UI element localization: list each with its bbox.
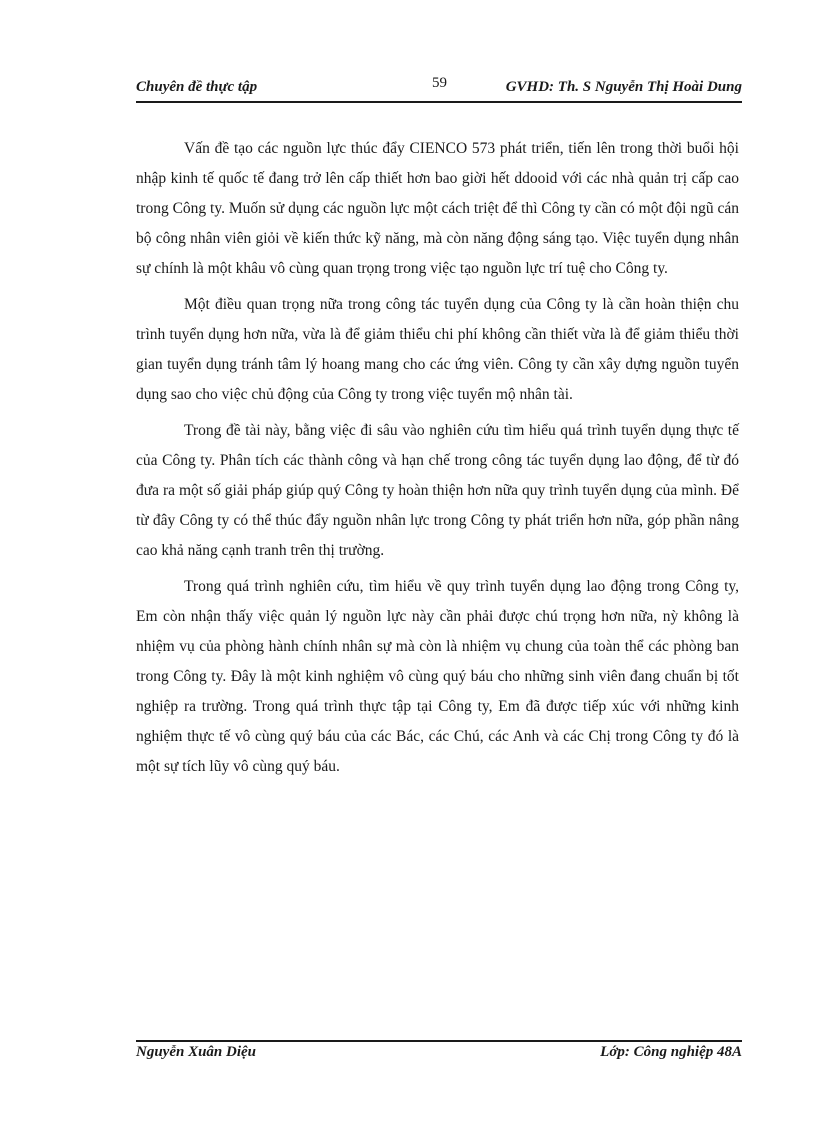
footer-author: Nguyễn Xuân Diệu bbox=[136, 1044, 257, 1060]
paragraph-3: Trong đề tài này, bằng việc đi sâu vào nghiên cứu tìm hiểu quá trình tuyển dụng thực tế của Công ty. Phân tích các thành công và hạn chế trong công tác tuyển dụng lao động, để từ đó đưa ra một số giải pháp giúp quý Công ty hoàn thiện hơn nữa quy trình tuyển dụng của mình. Để từ đây Công ty có thể thúc đẩy nguồn nhân lực trong Công ty phát triển hơn nữa, góp phần nâng cao khả năng cạnh tranh trên thị trường. bbox=[136, 422, 739, 559]
header-supervisor: GVHD: Th. S Nguyễn Thị Hoài Dung bbox=[505, 79, 742, 95]
paragraph-4: Trong quá trình nghiên cứu, tìm hiểu về quy trình tuyển dụng lao động trong Công ty, Em còn nhận thấy việc quản lý nguồn lực này cần phải được chú trọng hơn nữa, nỳ không là nhiệm vụ của phòng hành chính nhân sự mà còn là nhiệm vụ chung của toàn thể các phòng ban trong Công ty. Đây là một kinh nghiệm vô cùng quý báu cho những sinh viên đang chuẩn bị tốt nghiệp ra trường. Trong quá trình thực tập tại Công ty, Em đã được tiếp xúc với những kinh nghiệm thực tế vô cùng quý báu của các Bác, các Chú, các Anh và các Chị trong Công ty đó là một sự tích lũy vô cùng quý báu. bbox=[136, 578, 739, 775]
paragraph-2: Một điều quan trọng nữa trong công tác tuyển dụng của Công ty là cần hoàn thiện chu trình tuyển dụng hơn nữa, vừa là để giảm thiểu chi phí không cần thiết vừa là để giảm thiểu thời gian tuyển dụng tránh tâm lý hoang mang cho các ứng viên. Công ty cần xây dựng nguồn tuyển dụng sao cho việc chủ động của Công ty trong việc tuyển mộ nhân tài. bbox=[136, 296, 739, 403]
header-rule bbox=[136, 101, 742, 103]
document-body bbox=[136, 134, 739, 788]
page-header bbox=[136, 76, 742, 102]
footer-rule bbox=[136, 1040, 742, 1042]
paragraph-1: Vấn đề tạo các nguồn lực thúc đẩy CIENCO 573 phát triển, tiến lên trong thời buổi hội nhập kinh tế quốc tế đang trở lên cấp thiết hơn bao giời hết ddooid với các nhà quản trị cấp cao trong Công ty. Muốn sử dụng các nguồn lực một cách triệt để thì Công ty cần có một đội ngũ cán bộ công nhân viên giỏi về kiến thức kỹ năng, mà còn năng động sáng tạo. Việc tuyển dụng nhân sự chính là một khâu vô cùng quan trọng trong việc tạo nguồn lực trí tuệ cho Công ty. bbox=[136, 140, 739, 277]
footer-class: Lớp: Công nghiệp 48A bbox=[600, 1044, 742, 1060]
header-document-title: Chuyên đề thực tập bbox=[136, 79, 258, 95]
page-number: 59 bbox=[432, 75, 447, 91]
